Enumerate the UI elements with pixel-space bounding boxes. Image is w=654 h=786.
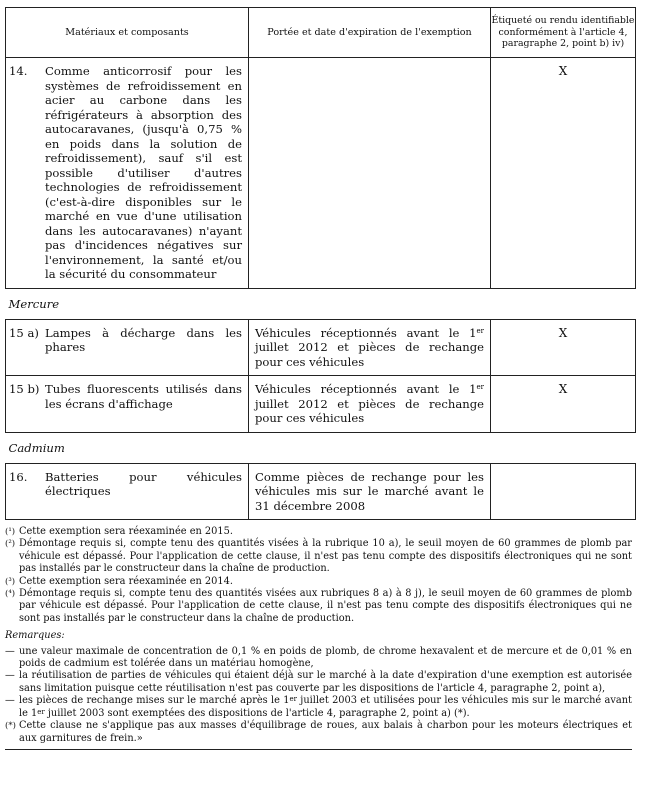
remark-text: une valeur maximale de concentration de 0,1 % en poids de plomb, de chrome hexavalent et de mercure et de 0,01 % en poids de cadmium est tolérée dans un matériau homogène, bbox=[19, 645, 632, 670]
star-footnote bbox=[5, 720, 632, 745]
row-14-mark: X bbox=[491, 58, 636, 289]
remark-text bbox=[19, 695, 632, 720]
scope-text: juillet 2012 et pièces de rechange pour ces véhicules bbox=[255, 340, 484, 369]
section-row bbox=[6, 288, 636, 319]
dash-marker: — bbox=[5, 695, 15, 707]
exemptions-table bbox=[5, 7, 636, 520]
header-materials: Matériaux et composants bbox=[6, 8, 249, 58]
superscript: er bbox=[476, 326, 484, 335]
row-15b-scope-cell bbox=[249, 376, 491, 433]
document-page bbox=[5, 7, 635, 750]
row-16-material-cell bbox=[6, 463, 249, 520]
table-row bbox=[6, 463, 636, 520]
footnote bbox=[5, 538, 632, 575]
row-material-text: Tubes fluorescents utilisés dans les écrans d'affichage bbox=[45, 382, 242, 411]
scope-text: Véhicules réceptionnés avant le 1 bbox=[255, 382, 477, 396]
remark-item bbox=[5, 646, 632, 671]
row-number: 16. bbox=[9, 469, 28, 484]
row-14-scope-cell bbox=[249, 58, 491, 289]
remark-text: la réutilisation de parties de véhicules qui étaient déjà sur le marché à la date d'expiration d'une exemption est autorisée sans limitation puisque cette réutilisation n'est pas couverte par les dispositions de l'article 4, paragraphe 2, point a), bbox=[19, 670, 632, 694]
superscript: er bbox=[37, 707, 45, 716]
header-scope: Portée et date d'expiration de l'exemption bbox=[249, 8, 491, 58]
row-material-text: Comme anticorrosif pour les systèmes de refroidissement en acier au carbone dans les réfrigérateurs à absorption des autocaravanes, (jusqu'à 0,75 % en poids dans la solution de refroidissement), sauf s'il est possible d'utiliser d'autres technologies de refroidissement (c'est-à-dire disponibles sur le marché en vue d'une utilisation dans les autocaravanes) n'ayant pas d'incidences négatives sur l'environnement, la santé et/ou la sécurité du consommateur bbox=[45, 64, 242, 281]
row-15a-scope-cell bbox=[249, 319, 491, 376]
superscript: er bbox=[476, 383, 484, 391]
footnote-label: (*) bbox=[5, 721, 16, 732]
footnote-text: Cette exemption sera réexaminée en 2015. bbox=[19, 526, 233, 537]
bottom-rule bbox=[5, 749, 632, 750]
footnote-text: Cette exemption sera réexaminée en 2014. bbox=[19, 575, 233, 587]
footnote bbox=[5, 526, 632, 538]
table-row bbox=[6, 319, 636, 376]
footnote-label: (¹) bbox=[5, 527, 16, 537]
remark-item bbox=[5, 670, 632, 695]
row-material-text: Batteries pour véhicules électriques bbox=[45, 469, 242, 498]
row-15b-material-cell bbox=[6, 376, 249, 433]
superscript: er bbox=[289, 695, 297, 704]
row-number: 14. bbox=[9, 64, 28, 78]
row-16-mark bbox=[491, 463, 636, 520]
row-number: 15 b) bbox=[9, 382, 40, 396]
remark-part: juillet 2003 sont exemptées des dispositions de l'article 4, paragraphe 2, point a) (*). bbox=[44, 707, 470, 719]
table-header-row bbox=[6, 8, 636, 58]
row-15b-mark: X bbox=[491, 376, 636, 433]
footnote bbox=[5, 576, 632, 588]
remark-item bbox=[5, 695, 632, 720]
footnote-label: (⁴) bbox=[5, 589, 16, 600]
section-cadmium: Cadmium bbox=[6, 432, 636, 463]
row-material-text: Lampes à décharge dans les phares bbox=[45, 325, 242, 354]
footnote-text: Cette clause ne s'applique pas aux masses d'équilibrage de roues, aux balais à charbon pour les moteurs électriques et aux garnitures de frein.» bbox=[19, 720, 632, 744]
remark-part: juillet 2003 et utilisées pour les véhicules mis sur le marché avant le 1 bbox=[19, 695, 632, 719]
row-number: 15 a) bbox=[9, 325, 39, 340]
row-15a-mark: X bbox=[491, 319, 636, 376]
row-16-scope-cell: Comme pièces de rechange pour les véhicules mis sur le marché avant le 31 décembre 2008 bbox=[249, 463, 491, 520]
row-15a-material-cell bbox=[6, 319, 249, 376]
footnote-text: Démontage requis si, compte tenu des quantités visées à la rubrique 10 a), le seuil moyen de 60 grammes de plomb par véhicule est dépassé. Pour l'application de cette clause, il n'est pas tenu compte des dispositifs électroniques qui ne sont pas installés par le constructeur dans la chaîne de production. bbox=[19, 538, 632, 575]
scope-text: juillet 2012 et pièces de rechange pour ces véhicules bbox=[255, 396, 484, 425]
section-row bbox=[6, 432, 636, 463]
dash-marker: — bbox=[5, 645, 15, 657]
remarks-title: Remarques: bbox=[5, 630, 65, 642]
footnote-label: (³) bbox=[5, 576, 16, 587]
remark-part: les pièces de rechange mises sur le marché après le 1 bbox=[19, 695, 290, 707]
table-row bbox=[6, 58, 636, 289]
footnotes-block bbox=[5, 526, 632, 750]
table-row bbox=[6, 376, 636, 433]
scope-text: Véhicules réceptionnés avant le 1 bbox=[255, 325, 477, 340]
dash-marker: — bbox=[5, 670, 15, 682]
section-mercure: Mercure bbox=[6, 288, 636, 319]
footnote-text: Démontage requis si, compte tenu des quantités visées aux rubriques 8 a) à 8 j), le seuil moyen de 60 grammes de plomb par véhicule est dépassé. Pour l'application de cette clause, il n'est pas tenu compte des dispositifs électroniques qui ne sont pas installés par le constructeur dans la chaîne de production. bbox=[19, 588, 632, 624]
footnote-label: (²) bbox=[5, 539, 16, 550]
header-labelled: Étiqueté ou rendu identifiable conformément à l'article 4, paragraphe 2, point b) iv) bbox=[491, 8, 636, 58]
row-14-material-cell bbox=[6, 58, 249, 289]
footnote bbox=[5, 588, 632, 625]
